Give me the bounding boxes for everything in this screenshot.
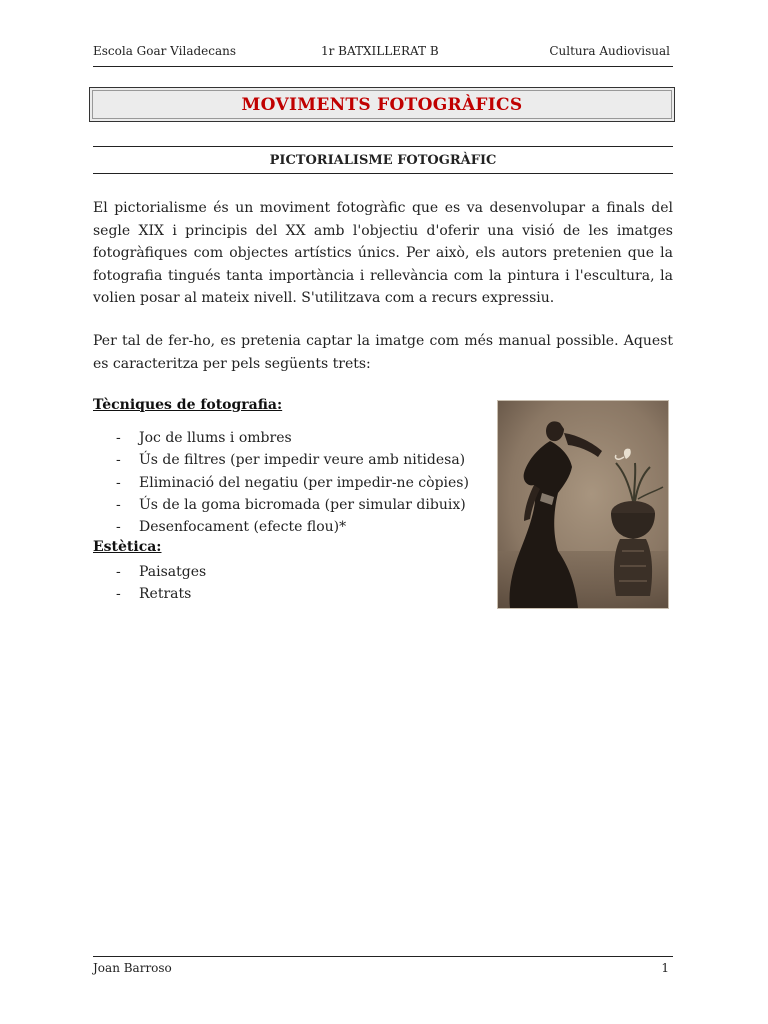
list-marker: - <box>116 519 121 536</box>
page-header <box>93 44 673 67</box>
intro-paragraph: El pictorialisme és un moviment fotogràfic que es va desenvolupar a finals del segle XIX i principis del XX amb l'objectiu d'oferir una visió de les imatges fotogràfiques com objectes artístics únics. Per això, els autors pretenien que la fotografia tingués tanta importància i rellevància com la pintura i l'escultura, la volien posar al mateix nivell. S'utilitzava com a recurs expressiu. <box>93 200 673 306</box>
list-item: - Retrats <box>116 583 206 605</box>
list-marker: - <box>116 452 121 469</box>
list-item: - Eliminació del negatiu (per impedir-ne còpies) <box>116 472 469 494</box>
aesthetics-list <box>116 561 206 606</box>
pictorialist-photograph <box>497 400 669 609</box>
header-course: 1r BATXILLERAT B <box>321 44 439 58</box>
list-item: - Joc de llums i ombres <box>116 427 469 449</box>
photo-illustration <box>498 401 668 608</box>
aesthetics-heading: Estètica: <box>93 539 162 555</box>
page-title: MOVIMENTS FOTOGRÀFICS <box>241 95 523 115</box>
title-box <box>89 87 675 122</box>
traits-paragraph: Per tal de fer-ho, es pretenia captar la imatge com més manual possible. Aquest es caracteritza per pels següents trets: <box>93 333 673 372</box>
list-marker: - <box>116 430 121 446</box>
list-item: - Ús de filtres (per impedir veure amb nitidesa) <box>116 449 469 471</box>
header-subject: Cultura Audiovisual <box>549 44 670 58</box>
header-school: Escola Goar Viladecans <box>93 44 237 58</box>
page-number: 1 <box>661 961 669 975</box>
techniques-list <box>116 427 469 538</box>
list-marker: - <box>116 564 121 580</box>
list-item: - Desenfocament (efecte flou)* <box>116 516 469 538</box>
section-subtitle: PICTORIALISME FOTOGRÀFIC <box>269 153 497 168</box>
list-marker: - <box>116 474 121 491</box>
footer-author: Joan Barroso <box>93 961 172 975</box>
list-marker: - <box>116 496 121 513</box>
page-footer <box>93 956 673 977</box>
section-subtitle-bar <box>93 146 673 174</box>
list-item: - Ús de la goma bicromada (per simular dibuix) <box>116 494 469 516</box>
list-marker: - <box>116 586 121 603</box>
techniques-heading: Tècniques de fotografia: <box>93 397 283 413</box>
list-item: - Paisatges <box>116 561 206 583</box>
